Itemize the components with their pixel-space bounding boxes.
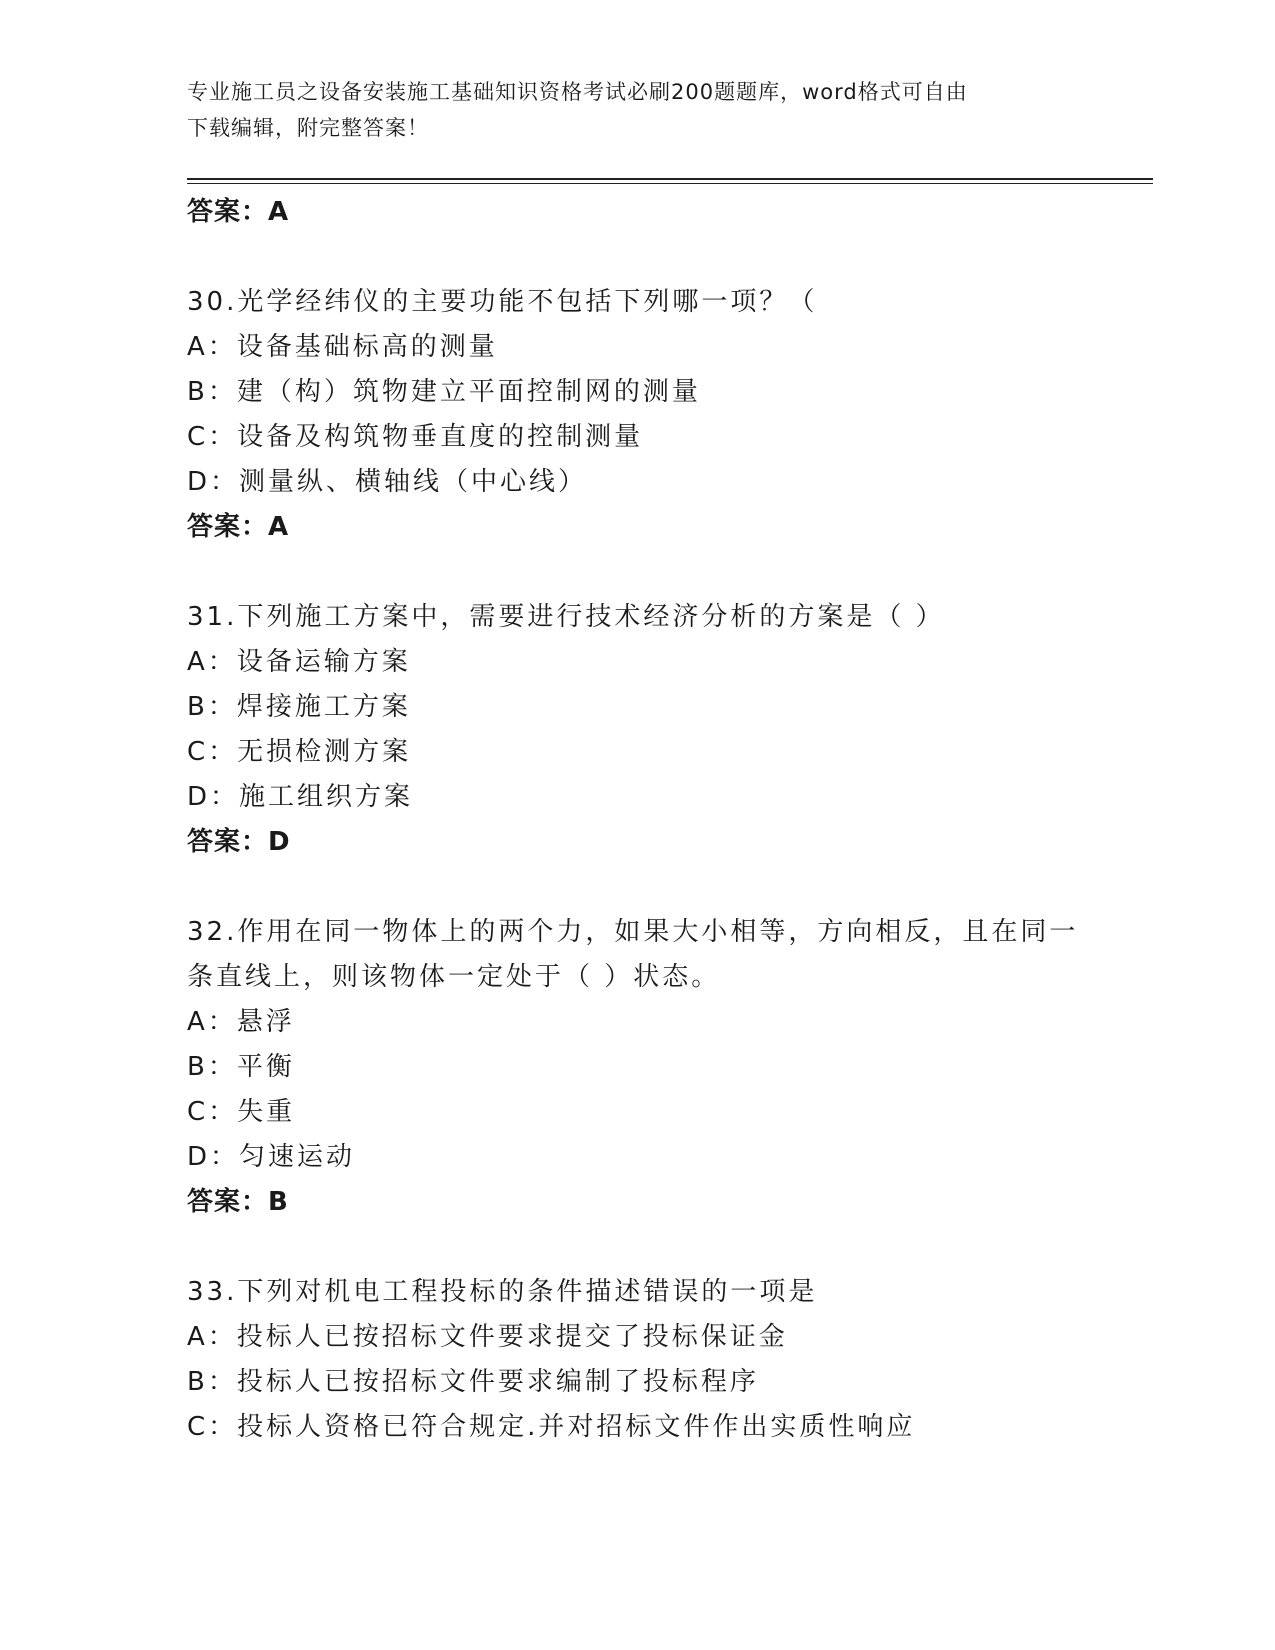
question-stem: 33.下列对机电工程投标的条件描述错误的一项是 xyxy=(187,1277,818,1307)
option-c: C：无损检测方案 xyxy=(187,737,412,767)
option-d: D：测量纵、横轴线（中心线） xyxy=(187,467,588,497)
page-header xyxy=(187,74,1067,146)
option-a: A：投标人已按招标文件要求提交了投标保证金 xyxy=(187,1322,788,1352)
option-b: B：焊接施工方案 xyxy=(187,692,411,722)
option-c: C：投标人资格已符合规定.并对招标文件作出实质性响应 xyxy=(187,1412,916,1442)
question-stem-line-2: 条直线上，则该物体一定处于（ ）状态。 xyxy=(187,962,721,992)
question-stem-line-1: 32.作用在同一物体上的两个力，如果大小相等，方向相反，且在同一 xyxy=(187,917,1079,947)
previous-answer: 答案：A xyxy=(187,197,290,227)
option-c: C：设备及构筑物垂直度的控制测量 xyxy=(187,422,644,452)
option-a: A：设备基础标高的测量 xyxy=(187,332,498,362)
header-divider-thin xyxy=(187,183,1153,184)
option-d: D：匀速运动 xyxy=(187,1142,356,1172)
question-30 xyxy=(187,280,1117,550)
option-b: B：平衡 xyxy=(187,1052,295,1082)
header-divider-thick xyxy=(187,178,1153,180)
spacer xyxy=(187,865,1117,910)
question-32 xyxy=(187,910,1117,1225)
spacer xyxy=(187,1225,1117,1270)
option-b: B：投标人已按招标文件要求编制了投标程序 xyxy=(187,1367,759,1397)
question-stem: 31.下列施工方案中，需要进行技术经济分析的方案是（ ） xyxy=(187,602,945,632)
header-title-line-1: 专业施工员之设备安装施工基础知识资格考试必刷200题题库，word格式可自由 xyxy=(187,80,968,104)
option-a: A：悬浮 xyxy=(187,1007,295,1037)
option-d: D：施工组织方案 xyxy=(187,782,414,812)
header-title-line-2: 下载编辑，附完整答案！ xyxy=(187,116,429,140)
spacer xyxy=(187,550,1117,595)
question-list xyxy=(187,190,1117,1450)
spacer xyxy=(187,235,1117,280)
option-b: B：建（构）筑物建立平面控制网的测量 xyxy=(187,377,701,407)
option-c: C：失重 xyxy=(187,1097,296,1127)
answer: 答案：D xyxy=(187,827,291,857)
question-33 xyxy=(187,1270,1117,1450)
question-stem: 30.光学经纬仪的主要功能不包括下列哪一项？（ xyxy=(187,287,818,317)
answer: 答案：A xyxy=(187,512,290,542)
answer: 答案：B xyxy=(187,1187,289,1217)
option-a: A：设备运输方案 xyxy=(187,647,411,677)
question-31 xyxy=(187,595,1117,865)
